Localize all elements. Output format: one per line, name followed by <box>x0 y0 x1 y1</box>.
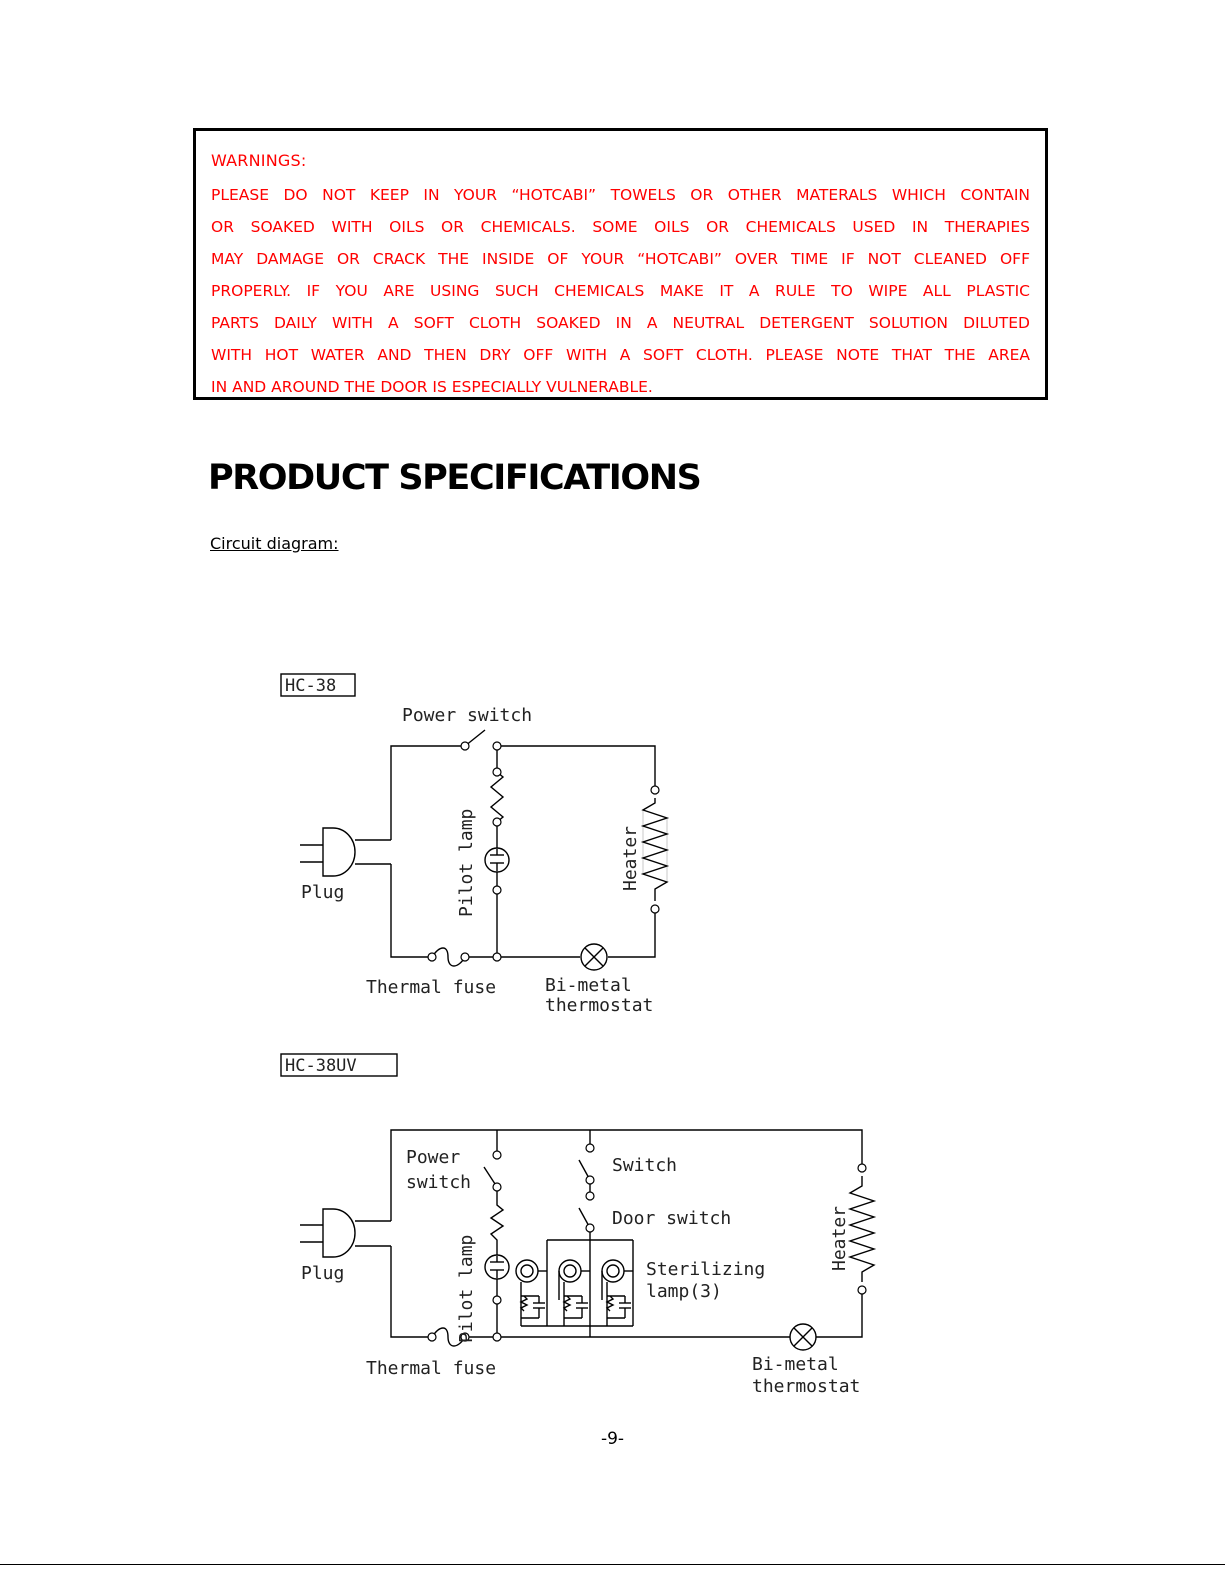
hc38uv-power-switch-label: switch <box>406 1172 472 1193</box>
hc38uv-switch-label: Switch <box>612 1155 678 1176</box>
hc38uv-plug-label: Plug <box>301 1263 345 1284</box>
hc38-thermal-fuse-label: Thermal fuse <box>366 977 497 998</box>
warning-line: WITH HOT WATER AND THEN DRY OFF WITH A SOFT CLOTH. PLEASE NOTE THAT THE AREA <box>211 346 1030 364</box>
hc38uv-thermal-fuse-label: Thermal fuse <box>366 1358 497 1379</box>
hc38-bimetal-label: Bi-metal <box>545 975 632 996</box>
hc38uv-lamp-bus <box>521 1240 633 1337</box>
page-number: -9- <box>600 1429 625 1449</box>
hc38-plug-label: Plug <box>301 882 345 903</box>
hc38-wire <box>391 746 655 957</box>
hc38-thermostat-label: thermostat <box>545 995 654 1016</box>
hc38uv-heater <box>850 1176 874 1282</box>
hc38uv-pilot-lamp-label: Pilot lamp <box>456 1234 477 1343</box>
hc38uv-sterilizing-label: Sterilizing <box>646 1259 766 1280</box>
hc38-heater <box>643 798 667 901</box>
hc38uv-sterilizing-lamps <box>516 1260 633 1326</box>
hc38uv-thermostat-label: thermostat <box>752 1376 861 1397</box>
hc38uv-bimetal-label: Bi-metal <box>752 1354 839 1375</box>
hc38uv-diagram <box>281 1054 874 1397</box>
warning-title: WARNINGS: <box>211 151 307 170</box>
hc38uv-door-switch-label: Door switch <box>612 1208 732 1229</box>
section-title: PRODUCT SPECIFICATIONS <box>208 458 701 498</box>
hc38uv-sterilizing-lamp-label: lamp(3) <box>646 1281 722 1302</box>
circuit-diagram-heading: Circuit diagram: <box>210 534 339 553</box>
hc38uv-plug <box>300 1209 391 1257</box>
warning-line: PROPERLY. IF YOU ARE USING SUCH CHEMICALS MAKE IT A RULE TO WIPE ALL PLASTIC <box>211 282 1030 300</box>
warning-line: PLEASE DO NOT KEEP IN YOUR “HOTCABI” TOWELS OR OTHER MATERALS WHICH CONTAIN <box>211 186 1030 204</box>
footer-rule <box>0 1564 1225 1565</box>
hc38-model-label: HC-38 <box>285 676 337 696</box>
hc38-thermal-fuse <box>432 948 465 966</box>
warning-line: MAY DAMAGE OR CRACK THE INSIDE OF YOUR “HOTCABI” OVER TIME IF NOT CLEANED OFF <box>211 250 1030 268</box>
warning-line: PARTS DAILY WITH A SOFT CLOTH SOAKED IN A NEUTRAL DETERGENT SOLUTION DILUTED <box>211 314 1030 332</box>
hc38uv-heater-label: Heater <box>829 1205 850 1271</box>
hc38uv-power-label: Power <box>406 1147 461 1168</box>
hc38-diagram <box>281 674 667 1016</box>
hc38-power-switch-label: Power switch <box>402 705 533 726</box>
warning-line: OR SOAKED WITH OILS OR CHEMICALS. SOME OILS OR CHEMICALS USED IN THERAPIES <box>211 218 1030 236</box>
warning-line: IN AND AROUND THE DOOR IS ESPECIALLY VULNERABLE. <box>211 378 653 396</box>
hc38-heater-label: Heater <box>620 825 641 891</box>
hc38uv-pilot-wire <box>491 1130 503 1337</box>
hc38uv-model-label: HC-38UV <box>285 1056 357 1076</box>
hc38-pilot-lamp-label: Pilot lamp <box>456 808 477 917</box>
hc38-plug <box>300 828 391 876</box>
